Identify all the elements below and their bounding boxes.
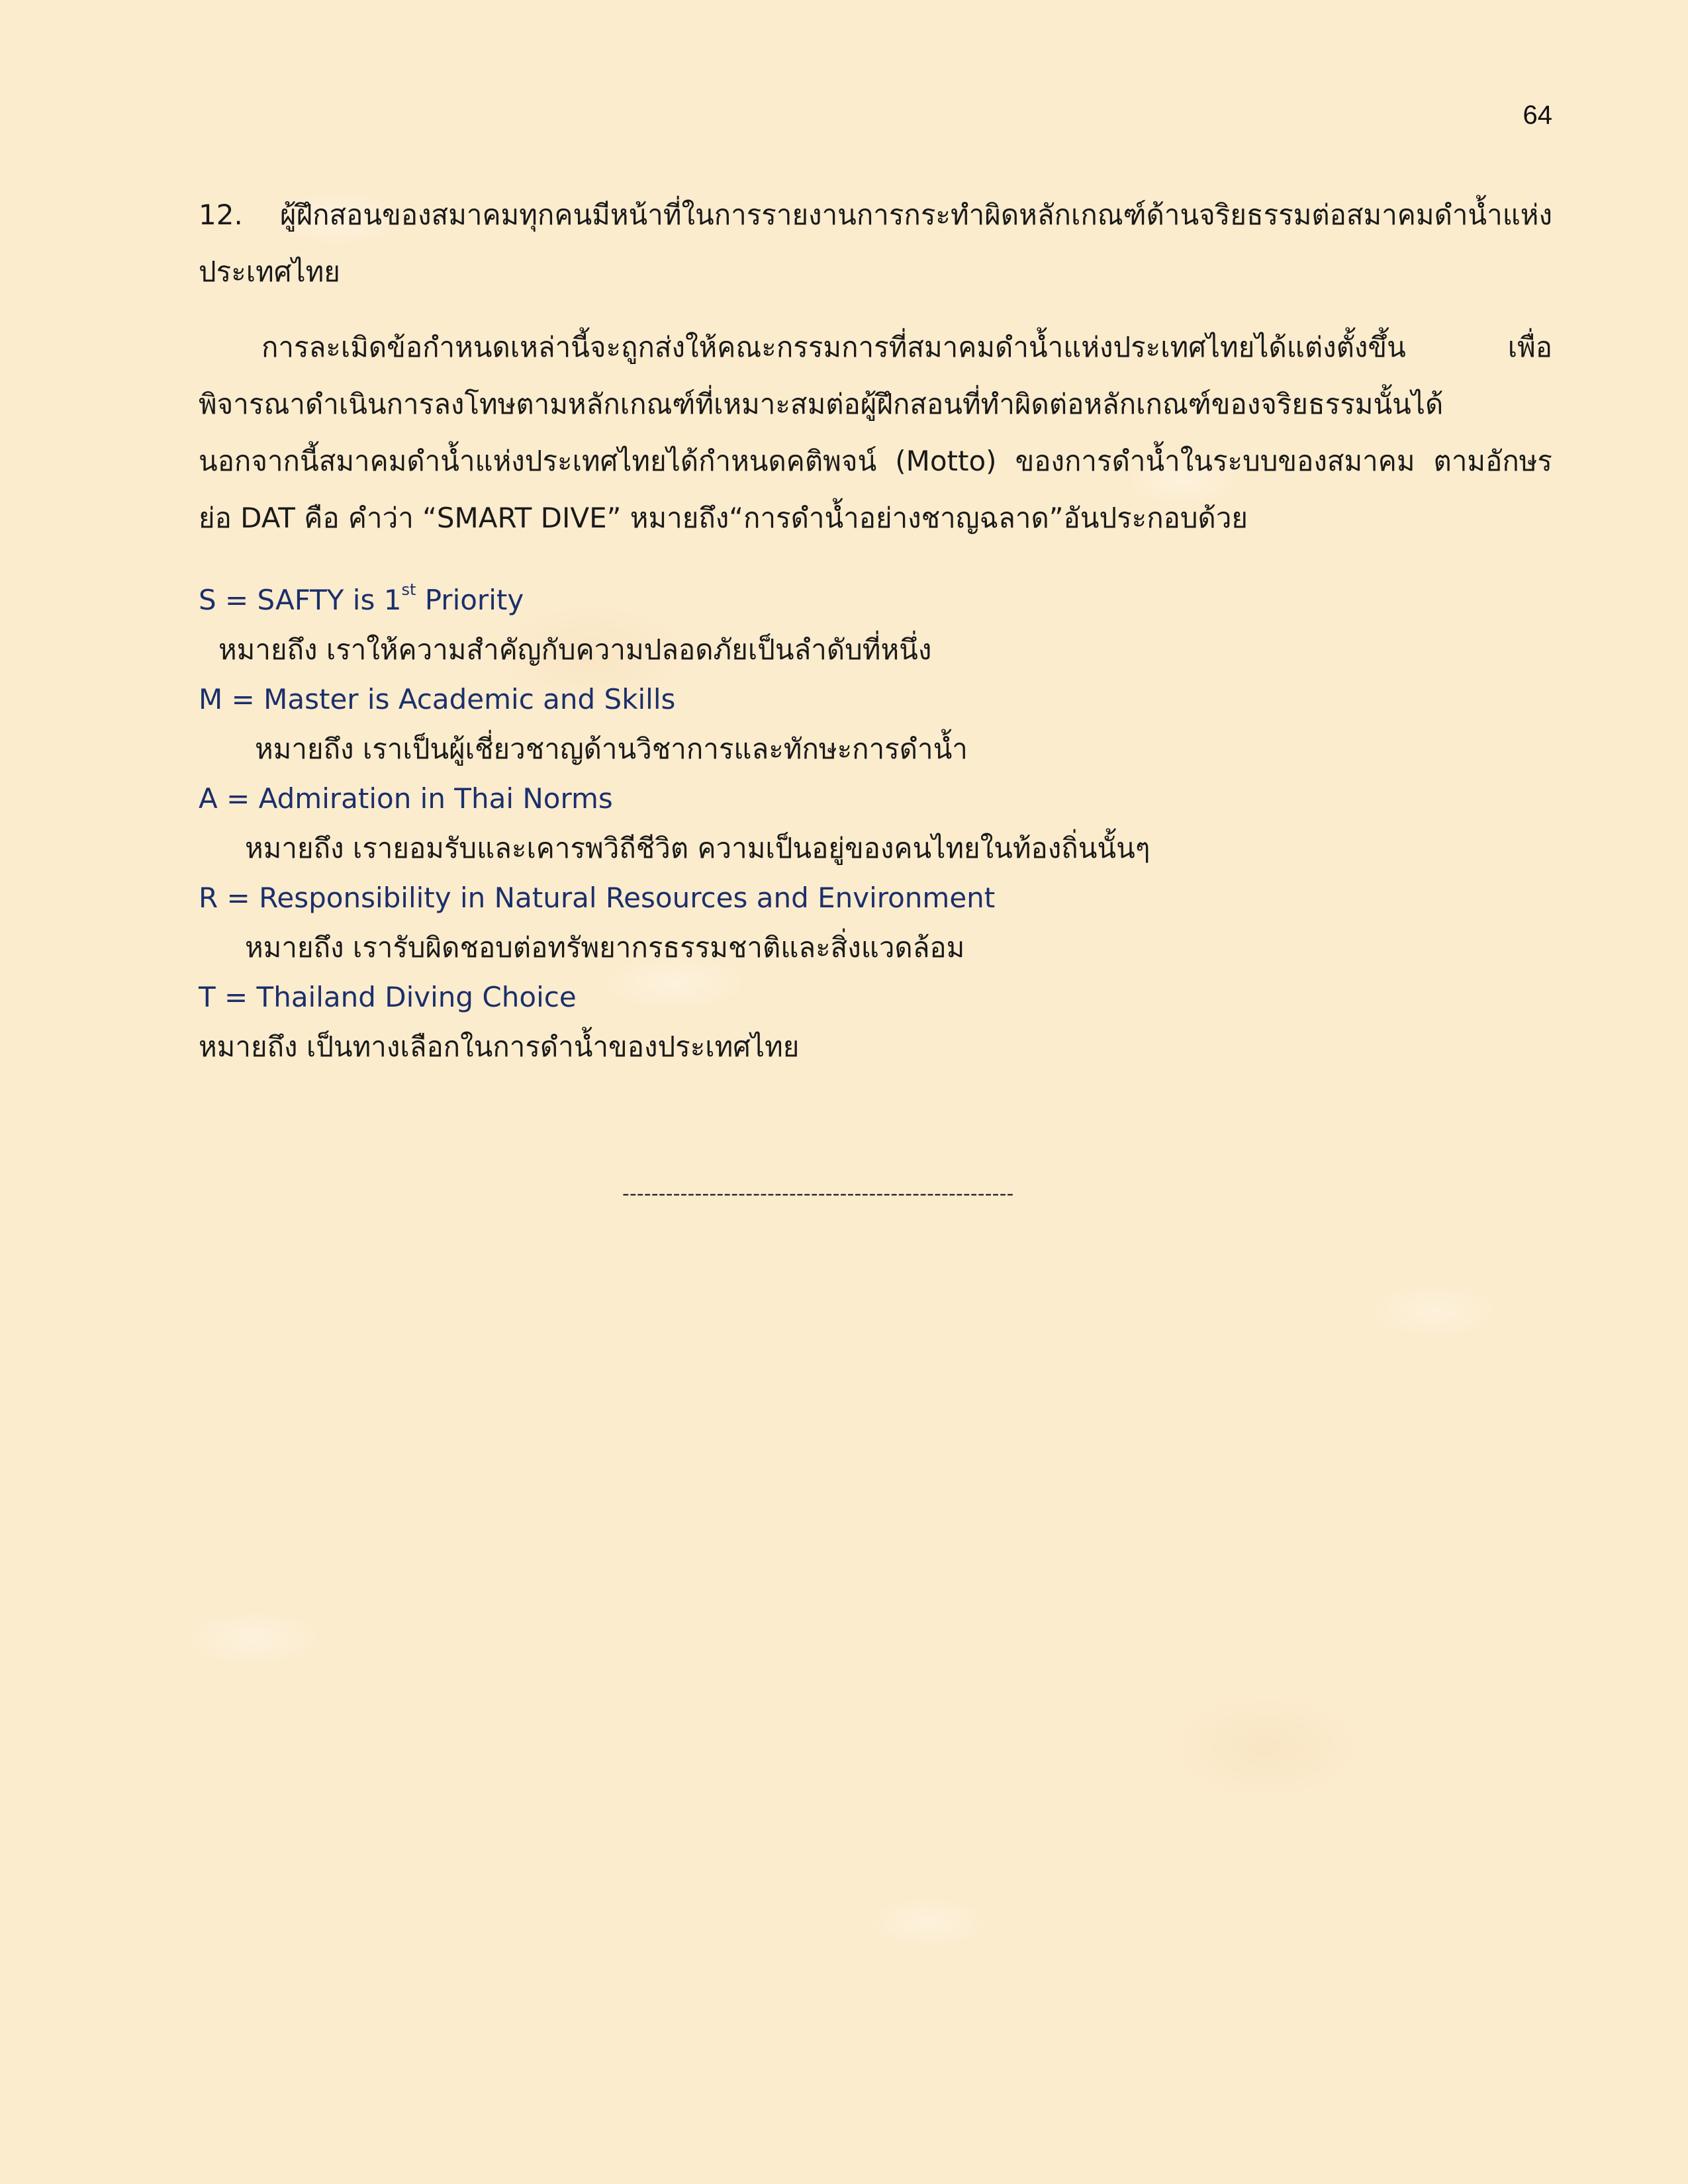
motto-s-prefix: S = SAFTY is 1 (199, 584, 402, 616)
motto-m-meaning: หมายถึง เราเป็นผู้เชี่ยวชาญด้านวิชาการและทักษะการดำน้ำ (255, 733, 968, 765)
motto-t-meaning: หมายถึง เป็นทางเลือกในการดำน้ำของประเทศไทย (199, 1030, 800, 1063)
motto-t-english: T = Thailand Diving Choice (199, 981, 577, 1013)
motto-s-english (199, 565, 1552, 625)
motto-a-english: A = Admiration in Thai Norms (199, 782, 613, 815)
motto-m-english: M = Master is Academic and Skills (199, 683, 676, 715)
motto-s-meaning: หมายถึง เราให้ความสำคัญกับความปลอดภัยเป็นลำดับที่หนึ่ง (218, 633, 932, 666)
smart-dive-motto-list (199, 565, 1552, 1071)
motto-s-superscript: st (401, 580, 416, 599)
motto-r-english: R = Responsibility in Natural Resources and Environment (199, 882, 996, 914)
motto-a-meaning: หมายถึง เรายอมรับและเคารพวิถีชีวิต ความเป็นอยู่ของคนไทยในท้องถิ่นนั้นๆ (245, 832, 1150, 864)
motto-r-meaning: หมายถึง เรารับผิดชอบต่อทรัพยากรธรรมชาติและสิ่งแวดล้อม (245, 931, 965, 964)
section-divider: ------------------------------------------------------ (622, 1181, 1014, 1205)
document-body (199, 187, 1552, 1071)
item-12-text: 12. ผู้ฝึกสอนของสมาคมทุกคนมีหน้าที่ในการรายงานการกระทำผิดหลักเกณฑ์ด้านจริยธรรมต่อสมาคมดำน้ำแห่งประเทศไทย (199, 199, 1552, 288)
motto-s-suffix: Priority (416, 584, 524, 616)
page-number: 64 (1523, 101, 1552, 130)
violation-paragraph: การละเมิดข้อกำหนดเหล่านี้จะถูกส่งให้คณะกรรมการที่สมาคมดำน้ำแห่งประเทศไทยได้แต่งตั้งขึ้น เพื่อพิจารณาดำเนินการลงโทษตามหลักเกณฑ์ที่เหมาะสมต่อผู้ฝึกสอนที่ทำผิดต่อหลักเกณฑ์ของจริยธรรมนั้นได้ นอกจากนี้สมาคมดำน้ำแห่งประเทศไทยได้กำหนดคติพจน์ (Motto) ของการดำน้ำในระบบของสมาคม ตามอักษรย่อ DAT คือ คำว่า “SMART DIVE” หมายถึง“การดำน้ำอย่างชาญฉลาด”อันประกอบด้วย (199, 331, 1552, 534)
